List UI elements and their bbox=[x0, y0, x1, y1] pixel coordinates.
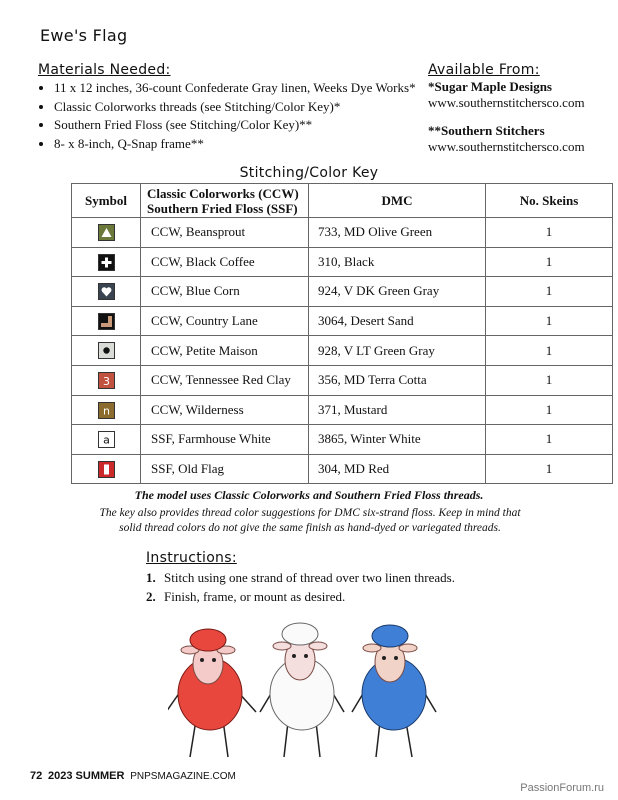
page-number: 72 bbox=[30, 770, 43, 782]
instruction-step: 1. Stitch using one strand of thread over two linen threads. bbox=[146, 570, 455, 585]
plus-icon bbox=[98, 254, 115, 271]
instructions-list bbox=[146, 568, 455, 606]
header-thread: Classic Colorworks (CCW) Southern Fried Floss (SSF) bbox=[141, 184, 309, 218]
page-title: Ewe's Flag bbox=[40, 26, 128, 45]
dmc-note: The key also provides thread color suggestions for DMC six-strand floss. Keep in mind that solid thread colors do not give the same finish as hand-dyed or variegated threads. bbox=[99, 507, 521, 534]
watermark: PassionForum.ru bbox=[520, 782, 604, 794]
color-key-table bbox=[71, 183, 613, 484]
materials-item: • 11 x 12 inches, 36-count Confederate Gray linen, Weeks Dye Works* bbox=[54, 79, 454, 98]
key-title: Stitching/Color Key bbox=[239, 165, 379, 181]
model-note: The model uses Classic Colorworks and Southern Fried Floss threads. bbox=[134, 488, 484, 502]
svg-text:a: a bbox=[102, 433, 110, 447]
instructions-heading: Instructions: bbox=[146, 550, 237, 566]
header-skeins: No. Skeins bbox=[486, 184, 613, 218]
blue-sheep bbox=[352, 625, 436, 757]
triangle-icon bbox=[98, 224, 115, 241]
source-url[interactable]: www.southernstitchersco.com bbox=[428, 139, 585, 154]
source-url[interactable]: www.southernstitchersco.com bbox=[428, 95, 585, 110]
table-row: CCW, Beansprout 733, MD Olive Green 1 bbox=[72, 218, 613, 248]
table-row: CCW, Black Coffee 310, Black 1 bbox=[72, 247, 613, 277]
site-label: PNPSMAGAZINE.COM bbox=[130, 771, 236, 782]
table-row: a SSF, Farmhouse White 3865, Winter White 1 bbox=[72, 425, 613, 455]
table-row: CCW, Petite Maison 928, V LT Green Gray 1 bbox=[72, 336, 613, 366]
table-row: CCW, Country Lane 3064, Desert Sand 1 bbox=[72, 306, 613, 336]
instruction-step: 2. Finish, frame, or mount as desired. bbox=[146, 589, 346, 604]
materials-heading: Materials Needed: bbox=[38, 62, 171, 78]
heart-icon bbox=[98, 283, 115, 300]
table-row: CCW, Blue Corn 924, V DK Green Gray 1 bbox=[72, 277, 613, 307]
svg-text:3: 3 bbox=[102, 375, 110, 389]
corner-square-icon bbox=[98, 313, 115, 330]
white-sheep bbox=[260, 623, 344, 757]
issue-label: 2023 SUMMER bbox=[48, 770, 125, 782]
available-heading: Available From: bbox=[428, 62, 540, 78]
sheep-illustration bbox=[168, 612, 438, 762]
source-southern-stitchers: **Southern Stitchers www.southernstitchersco.com bbox=[428, 123, 585, 154]
page-footer bbox=[30, 770, 236, 782]
header-dmc: DMC bbox=[309, 184, 486, 218]
table-row: SSF, Old Flag 304, MD Red 1 bbox=[72, 454, 613, 484]
materials-item: • 8- x 8-inch, Q-Snap frame** bbox=[54, 135, 454, 154]
bar-icon bbox=[98, 461, 115, 478]
header-symbol: Symbol bbox=[72, 184, 141, 218]
letter-n-icon bbox=[98, 402, 115, 419]
materials-list bbox=[30, 79, 454, 153]
dot-icon bbox=[98, 342, 115, 359]
table-header-row bbox=[72, 184, 613, 218]
letter-a-icon bbox=[98, 431, 115, 448]
materials-item: • Classic Colorworks threads (see Stitching/Color Key)* bbox=[54, 98, 454, 117]
source-sugar-maple: *Sugar Maple Designs www.southernstitchersco.com bbox=[428, 79, 585, 110]
red-sheep bbox=[168, 629, 256, 757]
number-3-icon bbox=[98, 372, 115, 389]
table-row: 3 CCW, Tennessee Red Clay 356, MD Terra Cotta 1 bbox=[72, 365, 613, 395]
table-row: n CCW, Wilderness 371, Mustard 1 bbox=[72, 395, 613, 425]
materials-item: • Southern Fried Floss (see Stitching/Color Key)** bbox=[54, 116, 454, 135]
svg-text:n: n bbox=[102, 404, 110, 418]
